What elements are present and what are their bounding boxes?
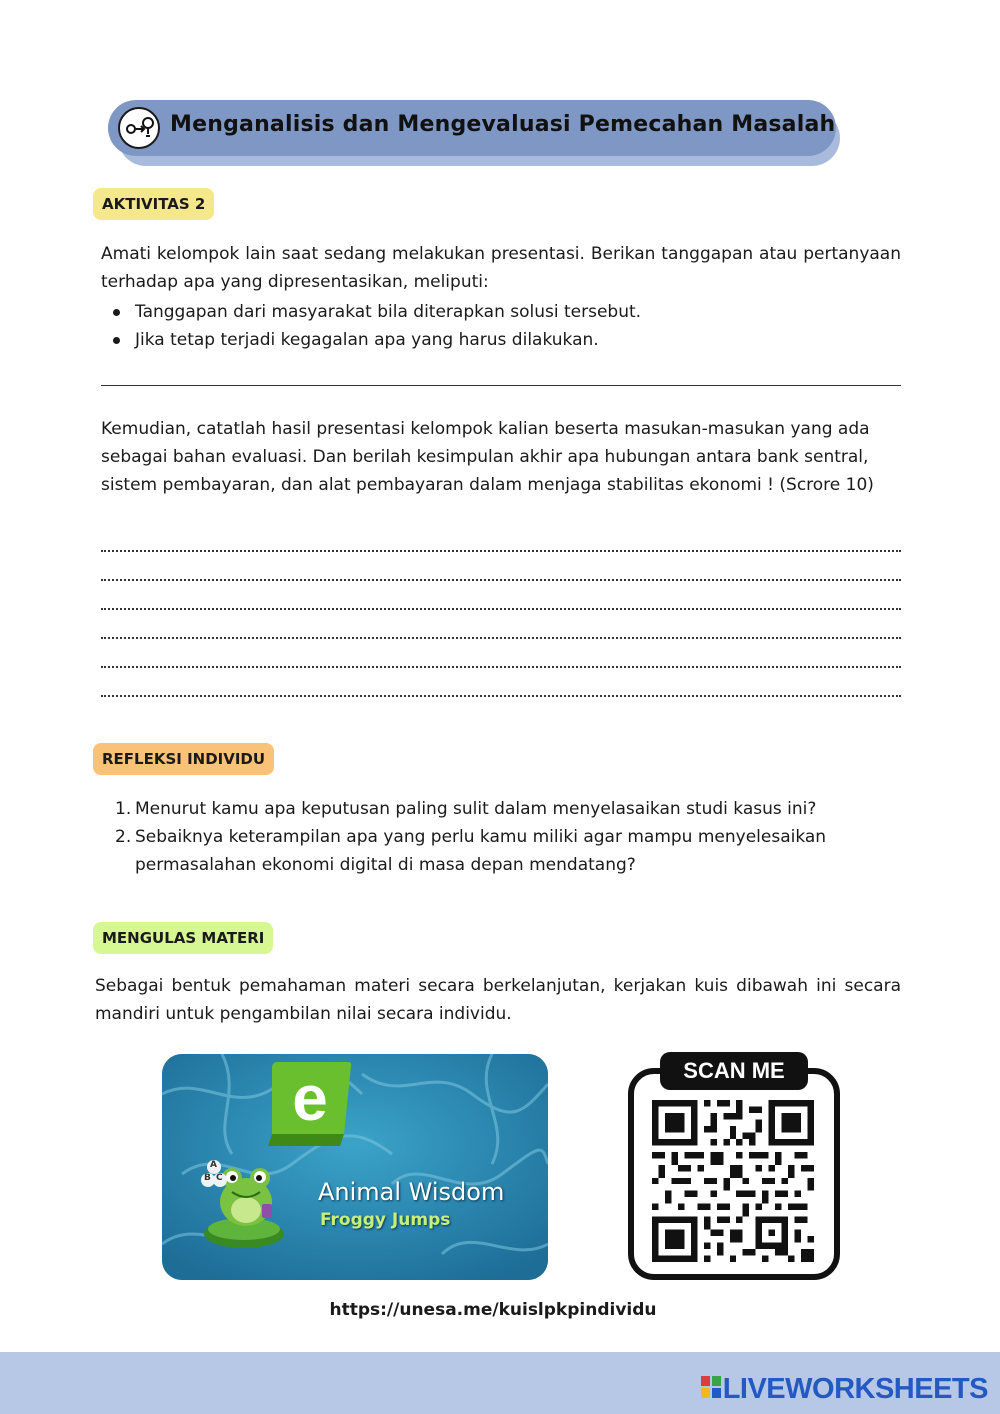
review-tag: MENGULAS MATERI: [93, 922, 273, 954]
bullet-icon: [113, 309, 120, 316]
game-title: Animal Wisdom: [318, 1178, 505, 1206]
divider-line: [101, 385, 901, 386]
activity-bullets: [101, 298, 901, 354]
page-title: Menganalisis dan Mengevaluasi Pemecahan Masalah: [170, 112, 836, 137]
liveworksheets-logo[interactable]: LIVEWORKSHEETS: [701, 1372, 988, 1406]
answer-line[interactable]: [101, 550, 901, 552]
activity-intro: Amati kelompok lain saat sedang melakukan presentasi. Berikan tanggapan atau pertanyaan terhadap apa yang dipresentasikan, meliputi:: [101, 244, 901, 292]
list-item: Tanggapan dari masyarakat bila diterapkan solusi tersebut.: [101, 298, 901, 326]
list-item: 2. Sebaiknya keterampilan apa yang perlu kamu miliki agar mampu menyelesaikan permasalahan ekonomi digital di masa depan mendatang?: [115, 827, 827, 875]
answer-line[interactable]: [101, 695, 901, 697]
game-card-art: [162, 1054, 548, 1280]
game-subtitle: Froggy Jumps: [320, 1210, 451, 1230]
liveworksheets-icon: [701, 1373, 721, 1406]
quiz-url-link[interactable]: https://unesa.me/kuislpkpindividu: [329, 1300, 657, 1320]
answer-line[interactable]: [101, 579, 901, 581]
review-text: Sebagai bentuk pemahaman materi secara berkelanjutan, kerjakan kuis dibawah ini secara mandiri untuk pengambilan nilai secara individu.: [95, 976, 901, 1024]
reflection-tag: REFLEKSI INDIVIDU: [93, 743, 274, 775]
answer-line[interactable]: [101, 666, 901, 668]
edpuzzle-logo-letter: e: [292, 1062, 328, 1134]
list-item: 1. Menurut kamu apa keputusan paling sulit dalam menyelasaikan studi kasus ini?: [115, 799, 817, 819]
scan-me-label: SCAN ME: [660, 1052, 808, 1090]
activity-task: Kemudian, catatlah hasil presentasi kelompok kalian beserta masukan-masukan yang ada sebagai bahan evaluasi. Dan berilah kesimpulan akhir apa hubungan antara bank sentral, sistem pembayaran, dan alat pembayaran dalam menjaga stabilitas ekonomi ! (Scrore 10): [101, 419, 874, 495]
qr-code[interactable]: [652, 1100, 814, 1262]
reflection-list: [101, 795, 901, 879]
answer-line[interactable]: [101, 637, 901, 639]
answer-line[interactable]: [101, 608, 901, 610]
activity-tag: AKTIVITAS 2: [93, 188, 214, 220]
problem-solving-icon: [118, 107, 160, 149]
quiz-game-card[interactable]: e A B C Animal Wisdom Froggy Jumps: [162, 1054, 548, 1280]
list-item: Jika tetap terjadi kegagalan apa yang harus dilakukan.: [101, 326, 901, 354]
bullet-icon: [113, 337, 120, 344]
